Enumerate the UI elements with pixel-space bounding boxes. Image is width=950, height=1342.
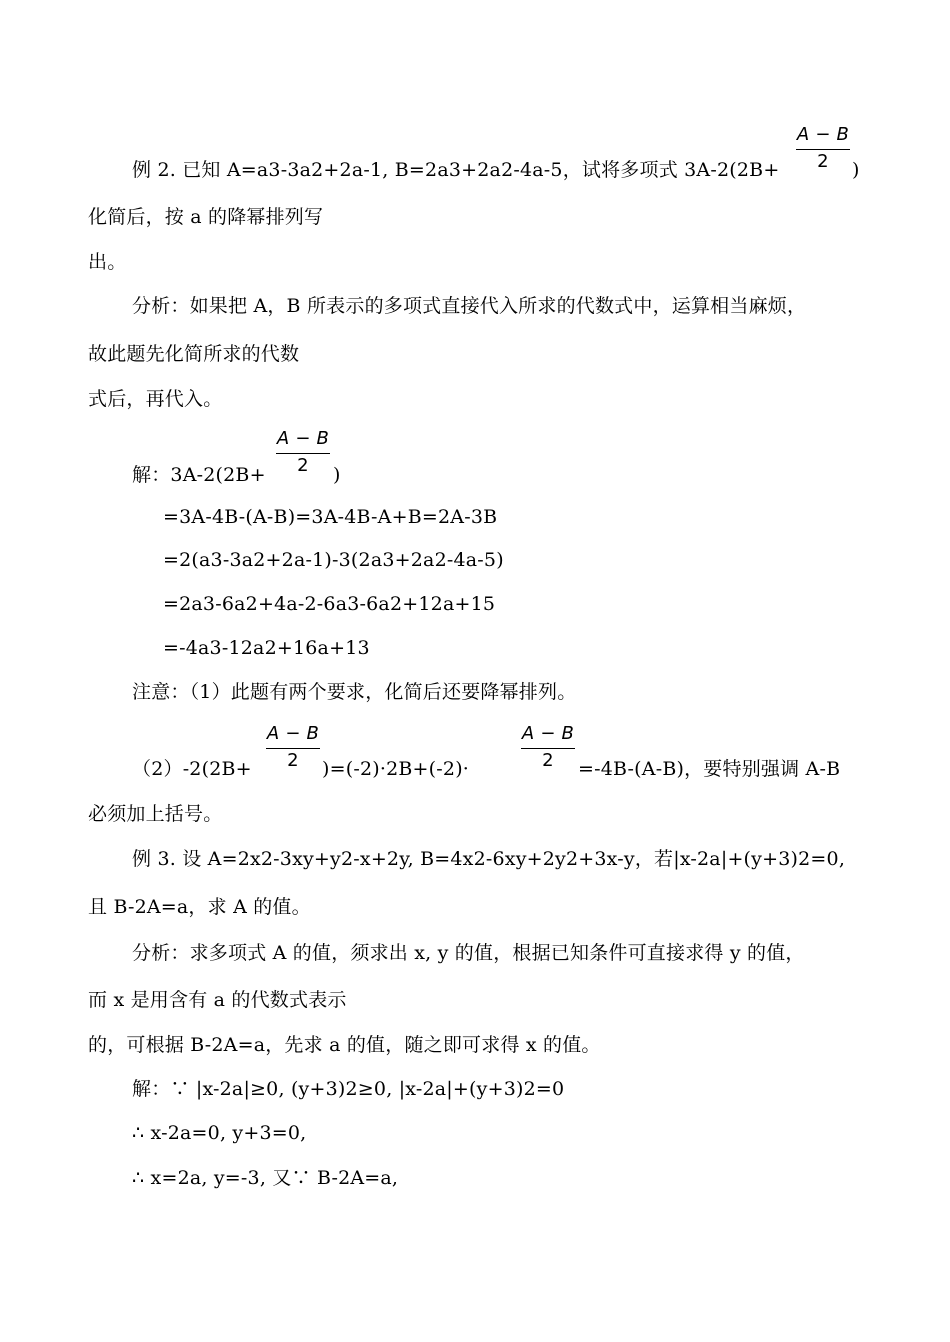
analysis2-line2: 而 x 是用含有 a 的代数式表示 <box>88 989 347 1011</box>
solution1-step: =3A-4B-(A-B)=3A-4B-A+B=2A-3B <box>163 506 498 528</box>
example2-line3: 出。 <box>88 251 127 273</box>
fraction-denominator: 2 <box>287 750 299 771</box>
solution2-line1: 解：∵ |x-2a|≥0, (y+3)2≥0, |x-2a|+(y+3)2=0 <box>132 1078 565 1100</box>
example3-line2: 且 B-2A=a，求 A 的值。 <box>88 896 311 918</box>
example2-close-paren: ) <box>852 159 860 181</box>
solution1-start: 解：3A-2(2B+ <box>132 464 266 486</box>
example2-line2: 化简后，按 a 的降幂排列写 <box>88 206 324 228</box>
note-line2-part1: （2）-2(2B+ <box>132 758 252 780</box>
analysis2-line3: 的，可根据 B-2A=a，先求 a 的值，随之即可求得 x 的值。 <box>88 1034 601 1056</box>
analysis2-line1: 分析：求多项式 A 的值，须求出 x, y 的值，根据已知条件可直接求得 y 的值， <box>132 942 805 964</box>
solution1-close-paren: ) <box>333 464 341 486</box>
fraction-numerator: A − B <box>796 124 850 150</box>
fraction-numerator: A − B <box>266 723 320 749</box>
analysis1-line3: 式后，再代入。 <box>88 388 223 410</box>
fraction-a-minus-b-over-2 <box>796 124 850 174</box>
fraction-numerator: A − B <box>521 723 575 749</box>
fraction-denominator: 2 <box>542 750 554 771</box>
note-line3: 必须加上括号。 <box>88 803 223 825</box>
fraction-a-minus-b-over-2 <box>276 428 330 478</box>
fraction-denominator: 2 <box>817 151 829 172</box>
note-line1: 注意：（1）此题有两个要求，化简后还要降幂排列。 <box>132 681 577 703</box>
solution1-step: =2a3-6a2+4a-2-6a3-6a2+12a+15 <box>163 593 496 615</box>
example2-line1: 例 2. 已知 A=a3-3a2+2a-1, B=2a3+2a2-4a-5，试将多项式 3A-2(2B+ <box>132 159 780 181</box>
analysis1-line1: 分析：如果把 A，B 所表示的多项式直接代入所求的代数式中，运算相当麻烦， <box>132 295 807 317</box>
fraction-a-minus-b-over-2 <box>266 723 320 773</box>
solution1-step: =-4a3-12a2+16a+13 <box>163 637 370 659</box>
fraction-numerator: A − B <box>276 428 330 454</box>
example3-line1: 例 3. 设 A=2x2-3xy+y2-x+2y, B=4x2-6xy+2y2+3x-y，若|x-2a|+(y+3)2=0, <box>132 848 846 870</box>
fraction-denominator: 2 <box>297 455 309 476</box>
solution2-line2: ∴ x-2a=0, y+3=0, <box>132 1122 307 1144</box>
fraction-a-minus-b-over-2 <box>521 723 575 773</box>
analysis1-line2: 故此题先化简所求的代数 <box>88 343 300 365</box>
solution1-step: =2(a3-3a2+2a-1)-3(2a3+2a2-4a-5) <box>163 549 504 571</box>
solution2-line3: ∴ x=2a, y=-3, 又∵ B-2A=a, <box>132 1167 399 1189</box>
note-line2-part3: =-4B-(A-B)，要特别强调 A-B <box>578 758 841 780</box>
note-line2-part2: )=(-2)·2B+(-2)· <box>322 758 470 780</box>
